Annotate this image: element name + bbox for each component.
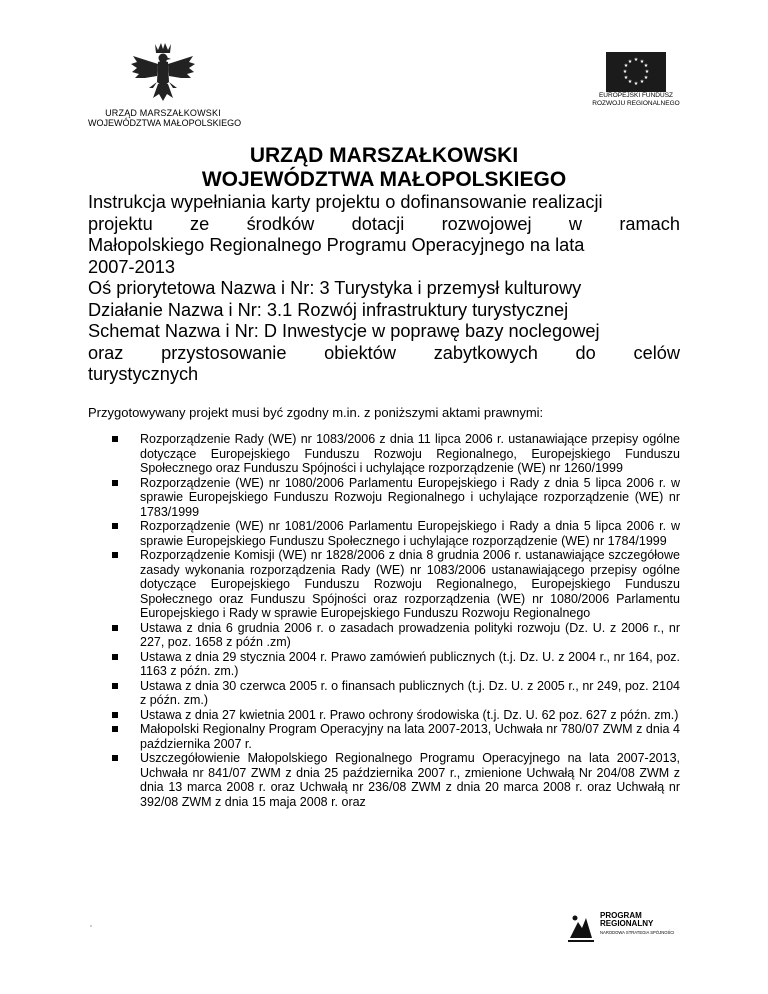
svg-text:★: ★ xyxy=(644,69,650,75)
svg-text:★: ★ xyxy=(639,79,645,85)
svg-text:★: ★ xyxy=(643,63,649,69)
svg-text:★: ★ xyxy=(627,79,633,85)
page-title xyxy=(88,144,680,192)
intro-block xyxy=(88,192,680,386)
bullet-icon xyxy=(112,523,118,529)
svg-text:★: ★ xyxy=(622,69,628,75)
list-item: Ustawa z dnia 6 grudnia 2006 r. o zasadach prowadzenia polityki rozwoju (Dz. U. z 2006 r., nr 227, poz. 1658 z późn .zm) xyxy=(112,621,680,650)
footer-logo-line2: REGIONALNY xyxy=(600,919,654,928)
intro-line6: Działanie Nazwa i Nr: 3.1 Rozwój infrastruktury turystycznej xyxy=(88,299,569,320)
bullet-icon xyxy=(112,436,118,442)
footer-logo-line1: PROGRAM xyxy=(600,911,642,920)
list-item: Ustawa z dnia 29 stycznia 2004 r. Prawo zamówień publicznych (t.j. Dz. U. z 2004 r., nr 164, poz. 1163 z późn. zm.) xyxy=(112,650,680,679)
title-line2: WOJEWÓDZTWA MAŁOPOLSKIEGO xyxy=(201,168,567,191)
eu-flag-icon xyxy=(606,52,666,92)
svg-text:★: ★ xyxy=(623,63,629,69)
bullet-icon xyxy=(112,683,118,689)
bullet-icon xyxy=(112,625,118,631)
intro-line8: oraz przystosowanie obiektów zabytkowych do celów xyxy=(88,342,680,363)
list-item: Uszczegółowienie Małopolskiego Regionalnego Programu Operacyjnego na lata 2007-2013, Uchwała nr 841/07 ZWM z dnia 25 października 2007 r., zmienione Uchwałą Nr 204/08 ZWM z dnia 13 marca 2008 r. oraz Uchwałą nr 236/08 ZWM z dnia 20 marca 2008 r. oraz Uchwałą nr 392/08 ZWM z dnia 15 maja 2008 r. oraz xyxy=(112,751,680,809)
page-speck xyxy=(90,925,92,927)
svg-text:★: ★ xyxy=(633,57,639,63)
title-line1: URZĄD MARSZAŁKOWSKI xyxy=(249,144,519,167)
program-regionalny-icon xyxy=(566,912,596,944)
left-logo-line2: WOJEWÓDZTWA MAŁOPOLSKIEGO xyxy=(88,118,242,128)
bullet-icon xyxy=(112,755,118,761)
bullet-icon xyxy=(112,552,118,558)
intro-line4: 2007-2013 xyxy=(88,256,175,277)
footer-logo-line3: NARODOWA STRATEGIA SPÓJNOŚCI xyxy=(600,930,675,935)
intro-line5: Oś priorytetowa Nazwa i Nr: 3 Turystyka i przemysł kulturowy xyxy=(88,278,582,298)
list-item: Rozporządzenie Rady (WE) nr 1083/2006 z dnia 11 lipca 2006 r. ustanawiające przepisy ogólne dotyczące Europejskiego Funduszu Rozwoju Regionalnego, Europejskiego Funduszu Społecznego oraz Funduszu Spójności i uchylające rozporządzenie (WE) nr 1260/1999 xyxy=(112,432,680,476)
list-item: Rozporządzenie (WE) nr 1081/2006 Parlamentu Europejskiego i Rady a dnia 5 lipca 2006 r. w sprawie Europejskiego Funduszu Społecznego i uchylające rozporządzenie (WE) nr 1784/1999 xyxy=(112,519,680,548)
left-logo-line1: URZĄD MARSZAŁKOWSKI xyxy=(105,108,221,118)
list-item: Rozporządzenie (WE) nr 1080/2006 Parlamentu Europejskiego i Rady z dnia 5 lipca 2006 r. w sprawie Europejskiego Funduszu Rozwoju Regionalnego i uchylające rozporządzenie (WE) nr 1783/1999 xyxy=(112,476,680,520)
svg-text:★: ★ xyxy=(623,75,629,81)
svg-text:★: ★ xyxy=(627,59,633,65)
lead-paragraph: Przygotowywany projekt musi być zgodny m.in. z poniższymi aktami prawnymi: xyxy=(88,405,544,420)
intro-line7: Schemat Nazwa i Nr: D Inwestycje w poprawę bazy noclegowej xyxy=(88,321,600,341)
intro-line2: projektu ze środków dotacji rozwojowej w ramach xyxy=(88,213,680,234)
intro-line3: Małopolskiego Regionalnego Programu Operacyjnego na lata xyxy=(88,235,585,255)
eagle-crest-icon xyxy=(127,38,199,106)
svg-text:★: ★ xyxy=(643,75,649,81)
bullet-icon xyxy=(112,480,118,486)
list-item: Ustawa z dnia 30 czerwca 2005 r. o finansach publicznych (t.j. Dz. U. z 2005 r., nr 249, poz. 2104 z późn. zm.) xyxy=(112,679,680,708)
intro-line9: turystycznych xyxy=(88,364,199,384)
efrr-logo xyxy=(580,52,692,108)
right-logo-line2: ROZWOJU REGIONALNEGO xyxy=(592,100,680,107)
legal-acts-list xyxy=(112,432,680,809)
urzad-logo xyxy=(88,38,242,128)
list-item: Rozporządzenie Komisji (WE) nr 1828/2006 z dnia 8 grudnia 2006 r. ustanawiające szczegółowe zasady wykonania rozporządzenia Rady (WE) nr 1083/2006 ustanawiającego przepisy ogólne dotyczące Europejskiego Funduszu Rozwoju Regionalnego, Europejskiego Funduszu Społecznego oraz Funduszu Spójności oraz rozporządzenia (WE) nr 1080/2006 Parlamentu Europejskiego i Rady w sprawie Europejskiego Funduszu Rozwoju Regionalnego xyxy=(112,548,680,621)
right-logo-line1: EUROPEJSKI FUNDUSZ xyxy=(598,92,674,99)
list-item: Ustawa z dnia 27 kwietnia 2001 r. Prawo ochrony środowiska (t.j. Dz. U. 62 poz. 627 z późn. zm.) xyxy=(112,708,680,723)
svg-text:★: ★ xyxy=(633,81,639,87)
bullet-icon xyxy=(112,654,118,660)
list-item: Małopolski Regionalny Program Operacyjny na lata 2007-2013, Uchwała nr 780/07 ZWM z dnia 4 października 2007 r. xyxy=(112,722,680,751)
svg-text:★: ★ xyxy=(639,59,645,65)
intro-line1: Instrukcja wypełniania karty projektu o dofinansowanie realizacji xyxy=(88,192,603,212)
bullet-icon xyxy=(112,712,118,718)
bullet-icon xyxy=(112,726,118,732)
program-regionalny-logo xyxy=(566,912,686,944)
